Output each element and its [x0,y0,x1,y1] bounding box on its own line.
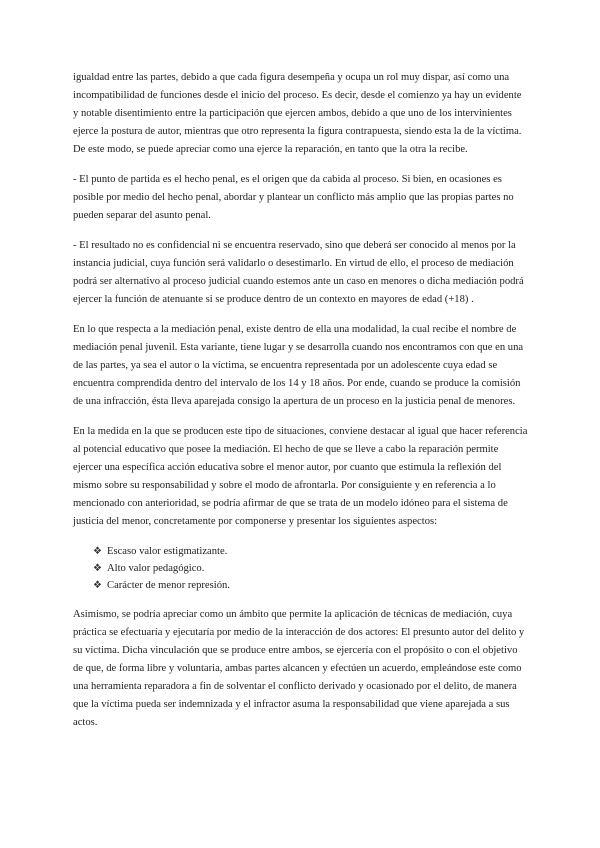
list-item-text: Escaso valor estigmatizante. [107,546,228,557]
list-item [93,577,529,594]
paragraph-starting-point: - El punto de partida es el hecho penal, es el origen que da cabida al proceso. Si bien, en ocasiones es posible por medio del hecho penal, abordar y plantear un conflicto más amplio que las propias partes no pueden separar del asunto penal. [73,174,514,221]
document-body [73,69,529,744]
diamond-bullet-icon: ❖ [93,580,102,591]
list-item [93,543,529,560]
diamond-bullet-icon: ❖ [93,563,102,574]
list-item-text: Carácter de menor represión. [107,580,230,591]
list-item-text: Alto valor pedagógico. [107,563,205,574]
list-item [93,560,529,577]
paragraph-juvenile-mediation: En lo que respecta a la mediación penal, existe dentro de ella una modalidad, la cual recibe el nombre de mediación penal juvenil. Esta variante, tiene lugar y se desarrolla cuando nos encontramos con que en una de las partes, ya sea el autor o la víctima, se encuentra representada por un adolescente cuya edad se encuentra comprendida dentro del intervalo de los 14 y 18 años. Por ende, cuando se produce la comisión de una infracción, ésta lleva aparejada consigo la apertura de un proceso en la justicia penal de menores. [73,324,524,407]
paragraph-closing: Asimismo, se podría apreciar como un ámbito que permite la aplicación de técnicas de mediación, cuya práctica se efectuaría y ejecutaría por medio de la interacción de dos actores: El presunto autor del delito y su víctima. Dicha vinculación que se produce entre ambos, se ejercería con el propósito o con el objetivo de que, de forma libre y voluntaria, ambas partes alcancen y efectúen un acuerdo, empleándose este como una herramienta reparadora a fin de solventar el conflicto derivado y ocasionado por el delito, de manera que la víctima pueda ser indemnizada y el infractor asuma la responsabilidad que viene aparejada a sus actos. [73,609,525,728]
paragraph-equality: igualdad entre las partes, debido a que cada figura desempeña y ocupa un rol muy dispar, así como una incompatibilidad de funciones desde el inicio del proceso. Es decir, desde el comienzo ya hay un evidente y notable disentimiento entre la participación que ejercen ambos, debido a que uno de los intervinientes ejerce la postura de autor, mientras que otro representa la figura contrapuesta, siendo esta la de la víctima. De este modo, se puede apreciar como una ejerce la reparación, en tanto que la otra la recibe. [73,72,522,155]
paragraph-educational-potential: En la medida en la que se producen este tipo de situaciones, conviene destacar al igual que hacer referencia al potencial educativo que posee la mediación. El hecho de que se lleve a cabo la reparación permite ejercer una específica acción educativa sobre el menor autor, por cuanto que estimula la reflexión del mismo sobre su responsabilidad y sobre el modo de afrontarla. Por consiguiente y en referencia a lo mencionado con anterioridad, se podría afirmar de que se trata de un modelo idóneo para el sistema de justicia del menor, concretamente por componerse y presentar los siguientes aspectos: [73,426,528,527]
aspects-list [73,543,529,594]
paragraph-result: - El resultado no es confidencial ni se encuentra reservado, sino que deberá ser conocido al menos por la instancia judicial, cuya función será validarlo o desestimarlo. En virtud de ello, el proceso de mediación podrá ser alternativo al proceso judicial cuando estemos ante un caso en menores o dicha mediación podrá ejercer la función de atenuante si se produce dentro de un contexto en mayores de edad (+18) . [73,240,524,305]
diamond-bullet-icon: ❖ [93,546,102,557]
